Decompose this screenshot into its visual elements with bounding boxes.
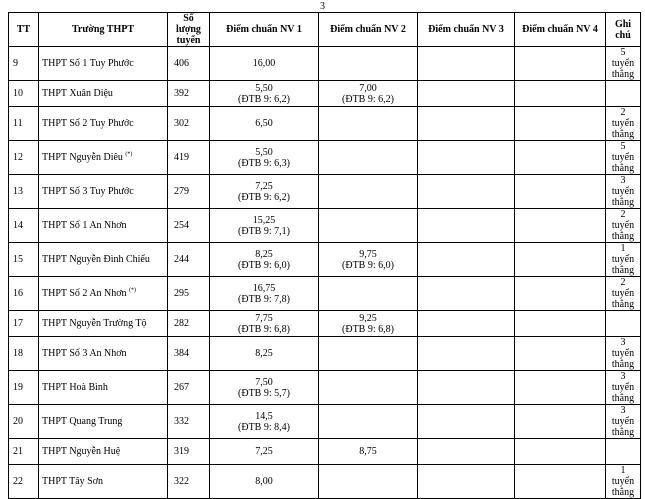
cell-nv3 (418, 311, 515, 337)
nv1-score: 16,75 (252, 282, 276, 294)
nv1-score: 8,25 (255, 348, 273, 359)
quantity-value: 267 (174, 382, 189, 393)
cell-nv3 (418, 81, 515, 107)
cell-nv4 (515, 405, 606, 439)
tt-value: 13 (13, 186, 23, 197)
cell-tt (9, 465, 39, 499)
cell-nv3 (418, 371, 515, 405)
cell-nv1 (210, 81, 319, 107)
note-value: 3 tuyển thẳng (611, 371, 635, 404)
page-number: 3 (320, 1, 325, 12)
cell-tt (9, 439, 39, 465)
nv2-score: 9,25 (359, 312, 377, 324)
cell-nv4 (515, 107, 606, 141)
school-name: THPT Xuân Diệu (42, 88, 113, 99)
cell-nv2 (319, 141, 418, 175)
cell-nv4 (515, 209, 606, 243)
school-footnote-mark: (*) (129, 287, 137, 294)
cell-quantity (168, 141, 210, 175)
nv1-score: 7,75 (255, 312, 273, 324)
nv1-gpa: (ĐTB 9: 6,2) (238, 93, 290, 105)
cell-nv4 (515, 81, 606, 107)
cell-note (606, 243, 641, 277)
tt-value: 9 (13, 58, 18, 69)
school-name: THPT Tây Sơn (42, 476, 104, 487)
note-value: 1 tuyển thẳng (611, 465, 635, 498)
nv2-score: 9,75 (359, 248, 377, 260)
cell-nv2 (319, 277, 418, 311)
tt-value: 21 (13, 446, 23, 457)
table-row (9, 141, 641, 175)
nv1-score: 16,00 (252, 58, 276, 69)
cell-nv3 (418, 337, 515, 371)
cell-school (39, 371, 168, 405)
cell-note (606, 405, 641, 439)
quantity-value: 302 (174, 118, 189, 129)
quantity-value: 406 (174, 58, 189, 69)
cell-note (606, 81, 641, 107)
quantity-value: 384 (174, 348, 189, 359)
cell-nv3 (418, 209, 515, 243)
table-body (9, 47, 641, 499)
nv2-score: 7,00 (359, 82, 377, 94)
table-row (9, 337, 641, 371)
table-row (9, 311, 641, 337)
school-name: THPT Số 3 An Nhơn (42, 348, 127, 359)
header-nv1: Điểm chuẩn NV 1 (210, 13, 319, 47)
cell-nv3 (418, 107, 515, 141)
tt-value: 12 (13, 152, 23, 163)
quantity-value: 295 (174, 288, 189, 299)
school-footnote-mark: (*) (125, 151, 133, 158)
cell-school (39, 81, 168, 107)
tt-value: 15 (13, 254, 23, 265)
school-name: THPT Nguyễn Diêu (42, 152, 123, 163)
quantity-value: 244 (174, 254, 189, 265)
cell-nv1 (210, 175, 319, 209)
cell-nv1 (210, 337, 319, 371)
cell-nv3 (418, 243, 515, 277)
cell-quantity (168, 47, 210, 81)
cell-school (39, 47, 168, 81)
cell-tt (9, 243, 39, 277)
table-row (9, 209, 641, 243)
cell-nv3 (418, 47, 515, 81)
cell-quantity (168, 465, 210, 499)
cell-note (606, 337, 641, 371)
cell-tt (9, 405, 39, 439)
cell-school (39, 311, 168, 337)
school-name: THPT Số 3 Tuy Phước (42, 186, 134, 197)
quantity-value: 279 (174, 186, 189, 197)
table-row (9, 81, 641, 107)
cell-nv3 (418, 405, 515, 439)
quantity-value: 282 (174, 318, 189, 329)
cell-school (39, 337, 168, 371)
cell-quantity (168, 243, 210, 277)
cell-nv4 (515, 141, 606, 175)
cell-note (606, 107, 641, 141)
nv1-gpa: (ĐTB 9: 8,4) (238, 421, 290, 433)
quantity-value: 419 (174, 152, 189, 163)
nv1-gpa: (ĐTB 9: 5,7) (238, 387, 290, 399)
cell-tt (9, 81, 39, 107)
admission-score-table (8, 12, 641, 499)
school-name: THPT Số 1 An Nhơn (42, 220, 127, 231)
tt-value: 14 (13, 220, 23, 231)
cell-nv2 (319, 175, 418, 209)
cell-school (39, 209, 168, 243)
cell-tt (9, 311, 39, 337)
nv1-score: 8,25 (255, 248, 273, 260)
cell-nv1 (210, 47, 319, 81)
school-name: THPT Quang Trung (42, 416, 123, 427)
cell-nv3 (418, 277, 515, 311)
cell-nv1 (210, 243, 319, 277)
nv2-gpa: (ĐTB 9: 6,2) (342, 93, 394, 105)
cell-note (606, 175, 641, 209)
cell-note (606, 439, 641, 465)
table-row (9, 277, 641, 311)
nv1-gpa: (ĐTB 9: 7,1) (238, 225, 290, 237)
cell-nv1 (210, 311, 319, 337)
nv1-gpa: (ĐTB 9: 6,3) (238, 157, 290, 169)
cell-tt (9, 337, 39, 371)
quantity-value: 392 (174, 88, 189, 99)
cell-note (606, 277, 641, 311)
nv1-score: 7,25 (255, 446, 273, 457)
cell-nv4 (515, 47, 606, 81)
header-nv3: Điểm chuẩn NV 3 (418, 13, 515, 47)
cell-quantity (168, 107, 210, 141)
cell-nv3 (418, 141, 515, 175)
cell-nv1 (210, 209, 319, 243)
nv1-gpa: (ĐTB 9: 6,8) (238, 323, 290, 335)
cell-note (606, 209, 641, 243)
tt-value: 20 (13, 416, 23, 427)
cell-nv2 (319, 311, 418, 337)
nv1-score: 6,50 (255, 118, 273, 129)
cell-nv4 (515, 337, 606, 371)
note-value: 1 tuyển thẳng (611, 243, 635, 276)
note-value: 2 tuyển thẳng (611, 277, 635, 310)
cell-quantity (168, 439, 210, 465)
table-header-row (9, 13, 641, 47)
cell-nv4 (515, 243, 606, 277)
nv1-score: 8,00 (255, 476, 273, 487)
nv1-gpa: (ĐTB 9: 6,2) (238, 191, 290, 203)
cell-note (606, 311, 641, 337)
cell-nv2 (319, 107, 418, 141)
note-value: 5 tuyển thẳng (611, 141, 635, 174)
note-value: 3 tuyển thẳng (611, 405, 635, 438)
nv1-score: 5,50 (255, 146, 273, 158)
table-row (9, 175, 641, 209)
note-value: 2 tuyển thẳng (611, 107, 635, 140)
cell-tt (9, 107, 39, 141)
cell-nv1 (210, 439, 319, 465)
cell-school (39, 277, 168, 311)
header-tt: TT (9, 13, 39, 47)
header-nv4: Điểm chuẩn NV 4 (515, 13, 606, 47)
cell-quantity (168, 405, 210, 439)
note-value: 2 tuyển thẳng (611, 209, 635, 242)
nv1-gpa: (ĐTB 9: 7,8) (238, 293, 290, 305)
cell-tt (9, 47, 39, 81)
cell-nv2 (319, 371, 418, 405)
cell-nv4 (515, 311, 606, 337)
cell-nv3 (418, 439, 515, 465)
cell-nv3 (418, 175, 515, 209)
cell-note (606, 371, 641, 405)
header-nv2: Điểm chuẩn NV 2 (319, 13, 418, 47)
nv2-gpa: (ĐTB 9: 6,0) (342, 259, 394, 271)
cell-quantity (168, 175, 210, 209)
cell-quantity (168, 371, 210, 405)
school-name: THPT Nguyễn Huệ (42, 446, 121, 457)
note-value: 5 tuyển thẳng (611, 47, 635, 80)
nv1-gpa: (ĐTB 9: 6,0) (238, 259, 290, 271)
cell-school (39, 465, 168, 499)
cell-note (606, 465, 641, 499)
table-row (9, 371, 641, 405)
cell-tt (9, 141, 39, 175)
header-quantity: Số lượng tuyển (168, 13, 210, 47)
nv1-score: 5,50 (255, 82, 273, 94)
tt-value: 11 (13, 118, 23, 129)
cell-nv1 (210, 141, 319, 175)
cell-nv1 (210, 277, 319, 311)
header-school: Trường THPT (39, 13, 168, 47)
tt-value: 19 (13, 382, 23, 393)
cell-quantity (168, 209, 210, 243)
cell-school (39, 439, 168, 465)
cell-nv4 (515, 277, 606, 311)
cell-quantity (168, 337, 210, 371)
cell-nv2 (319, 465, 418, 499)
table-row (9, 47, 641, 81)
nv1-score: 7,25 (255, 180, 273, 192)
cell-nv2 (319, 337, 418, 371)
cell-note (606, 47, 641, 81)
note-value: 3 tuyển thẳng (611, 337, 635, 370)
cell-nv1 (210, 107, 319, 141)
school-name: THPT Hoà Bình (42, 382, 108, 393)
cell-nv2 (319, 243, 418, 277)
cell-tt (9, 209, 39, 243)
cell-tt (9, 371, 39, 405)
nv2-score: 8,75 (359, 446, 377, 457)
quantity-value: 322 (174, 476, 189, 487)
cell-nv4 (515, 371, 606, 405)
cell-tt (9, 277, 39, 311)
table-row (9, 465, 641, 499)
cell-school (39, 405, 168, 439)
tt-value: 10 (13, 88, 23, 99)
table-row (9, 439, 641, 465)
cell-nv4 (515, 465, 606, 499)
note-value: 3 tuyển thẳng (611, 175, 635, 208)
school-name: THPT Nguyễn Trường Tộ (42, 318, 147, 329)
school-name: THPT Nguyễn Đình Chiểu (42, 254, 150, 265)
cell-quantity (168, 311, 210, 337)
cell-school (39, 141, 168, 175)
cell-nv4 (515, 439, 606, 465)
cell-nv2 (319, 405, 418, 439)
tt-value: 18 (13, 348, 23, 359)
cell-nv4 (515, 175, 606, 209)
cell-quantity (168, 277, 210, 311)
nv2-gpa: (ĐTB 9: 6,8) (342, 323, 394, 335)
cell-note (606, 141, 641, 175)
nv1-score: 14,5 (255, 410, 273, 422)
cell-tt (9, 175, 39, 209)
cell-nv2 (319, 47, 418, 81)
cell-school (39, 243, 168, 277)
cell-school (39, 175, 168, 209)
school-name: THPT Số 1 Tuy Phước (42, 58, 134, 69)
cell-nv3 (418, 465, 515, 499)
tt-value: 17 (13, 318, 23, 329)
cell-nv1 (210, 371, 319, 405)
cell-nv1 (210, 405, 319, 439)
cell-nv2 (319, 81, 418, 107)
tt-value: 22 (13, 476, 23, 487)
table-row (9, 243, 641, 277)
quantity-value: 254 (174, 220, 189, 231)
cell-quantity (168, 81, 210, 107)
table-row (9, 107, 641, 141)
nv1-score: 15,25 (252, 214, 276, 226)
table-row (9, 405, 641, 439)
quantity-value: 332 (174, 416, 189, 427)
cell-nv2 (319, 209, 418, 243)
tt-value: 16 (13, 288, 23, 299)
quantity-value: 319 (174, 446, 189, 457)
school-name: THPT Số 2 An Nhơn (42, 288, 127, 299)
cell-nv1 (210, 465, 319, 499)
school-name: THPT Số 2 Tuy Phước (42, 118, 134, 129)
header-note: Ghi chú (606, 13, 641, 47)
nv1-score: 7,50 (255, 376, 273, 388)
cell-school (39, 107, 168, 141)
cell-nv2 (319, 439, 418, 465)
